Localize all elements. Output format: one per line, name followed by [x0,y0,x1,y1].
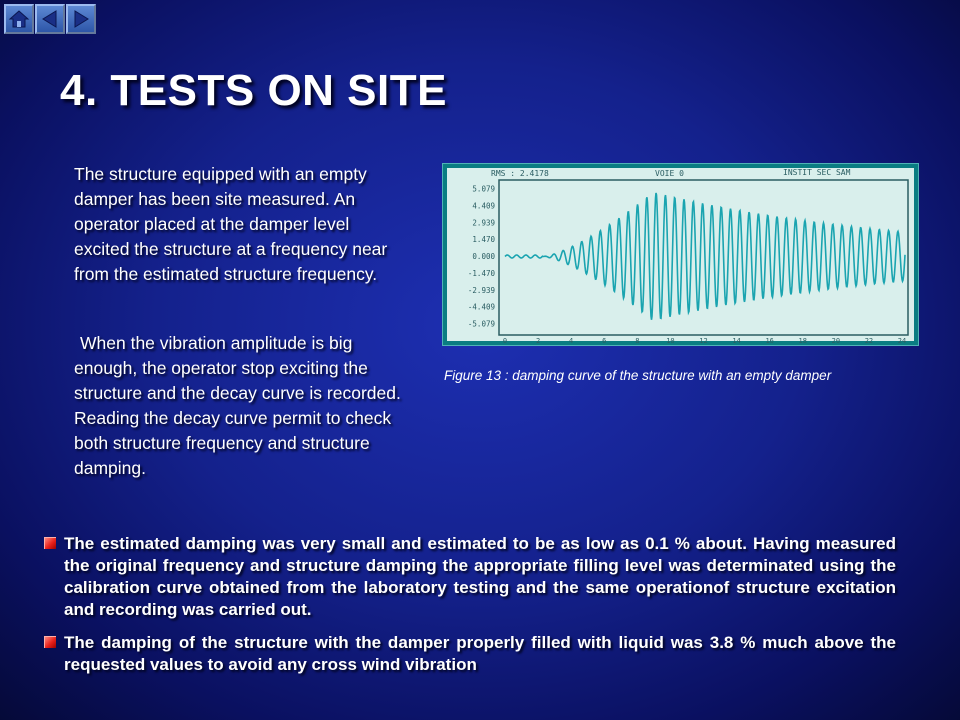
y-tick-label: -4.409 [467,302,495,312]
y-tick-label: -1.470 [467,268,495,278]
damping-curve-figure [442,163,919,346]
x-tick-label: 18 [798,337,807,345]
plot-header-rms: RMS : 2.4178 [491,169,549,178]
y-tick-label: -2.939 [467,285,495,295]
x-tick-label: 10 [666,337,675,345]
bullet-item [44,632,896,676]
x-tick-label: 0 [502,337,508,345]
x-tick-label: 20 [831,337,841,345]
slide-title: 4. TESTS ON SITE [60,66,447,115]
x-tick-label: 22 [864,337,874,345]
bullet-square-icon [44,537,56,549]
bullet-text-damping-estimate: The estimated damping was very small and estimated to be as low as 0.1 % about. Having measured the original frequency and structure damping the appropriate filling level was determinated using the calibration curve obtained from the laboratory testing and the same operationof structure excitation and recording was carried out. [64,534,896,619]
bullet-square-icon [44,636,56,648]
x-tick-label: 6 [602,337,607,345]
home-icon [8,8,30,30]
bullet-text-damping-result: The damping of the structure with the damper properly filled with liquid was 3.8 % much above the requested values to avoid any cross wind vibration [64,633,896,674]
y-tick-label: -5.079 [467,319,495,329]
x-tick-label: 16 [765,337,774,345]
figure-caption: Figure 13 : damping curve of the structure with an empty damper [444,368,832,383]
bullet-list [44,533,896,687]
next-slide-button[interactable] [66,4,96,34]
y-tick-label: 4.409 [472,201,495,211]
x-tick-label: 2 [535,337,541,345]
previous-arrow-icon [39,8,61,30]
plot-header-right: INSTIT SEC SAM [783,168,851,177]
navigation-bar [4,4,96,34]
plot-header-channel: VOIE 0 [655,169,684,178]
intro-paragraph: The structure equipped with an empty damper has been site measured. An operator placed at the damper level excited the structure at a frequency near from the estimated structure frequency. [74,164,388,284]
x-tick-label: 8 [635,337,640,345]
x-tick-label: 14 [732,337,741,345]
x-tick-label: 4 [569,337,574,345]
decay-paragraph: When the vibration amplitude is big enough, the operator stop exciting the structure and the decay curve is recorded. Reading the decay curve permit to check both structure frequency and structure damping. [74,333,401,478]
y-tick-label: 1.470 [472,235,495,245]
previous-slide-button[interactable] [35,4,65,34]
x-tick-label: 24 [897,337,907,345]
x-tick-label: 12 [699,337,708,345]
y-tick-label: 0.000 [472,252,495,261]
bullet-item [44,533,896,621]
damping-curve-plot [443,164,918,345]
next-arrow-icon [70,8,92,30]
y-tick-label: 5.079 [472,184,495,194]
home-button[interactable] [4,4,34,34]
y-axis-ticks [468,185,496,329]
y-tick-label: 2.939 [472,218,495,228]
